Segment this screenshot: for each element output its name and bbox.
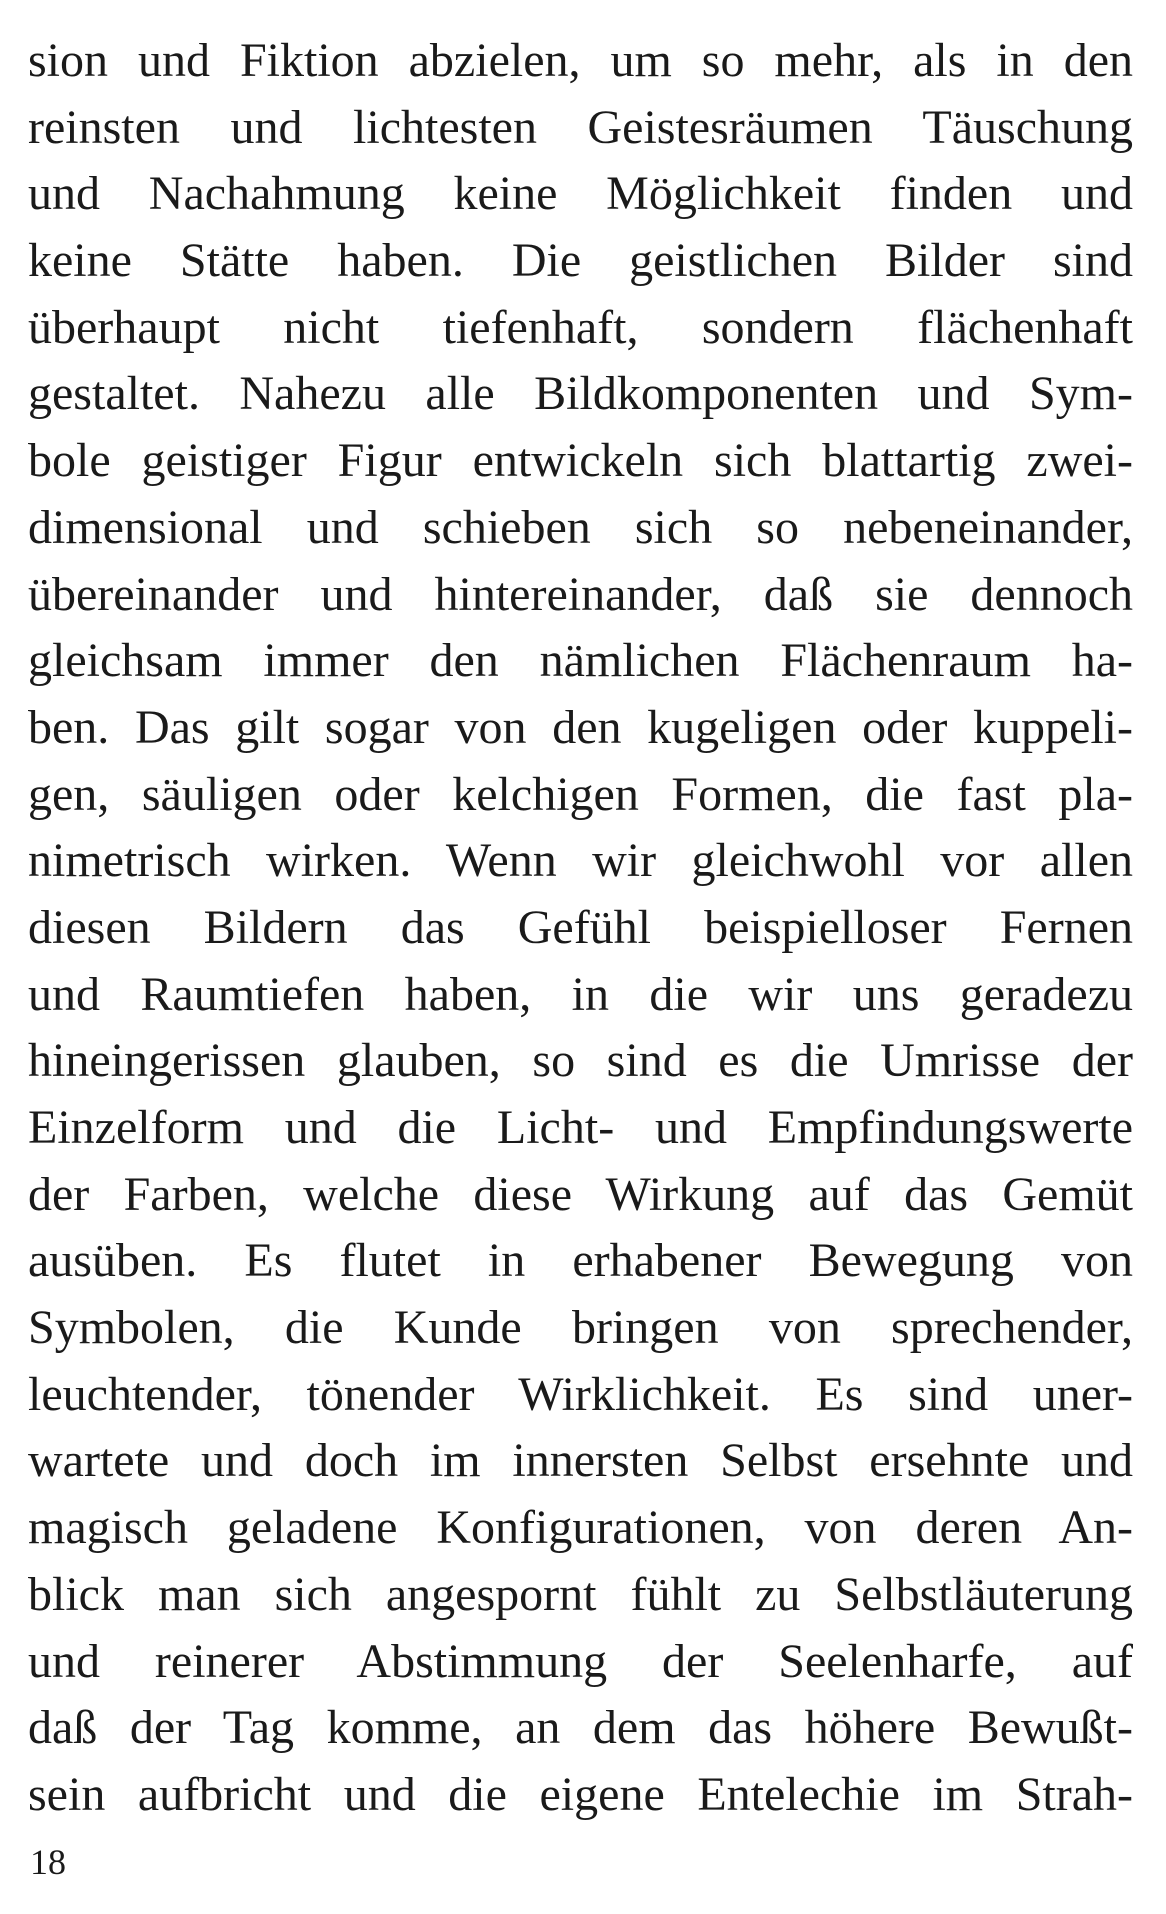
text-line: ben. Das gilt sogar von den kugeligen oder kuppeli- [28, 700, 1133, 754]
text-line: diesen Bildern das Gefühl beispielloser Fernen [28, 900, 1133, 954]
text-line: daß der Tag komme, an dem das höhere Bewußt- [28, 1701, 1133, 1755]
text-line: nimetrisch wirken. Wenn wir gleichwohl vor allen [28, 834, 1133, 888]
text-line: überhaupt nicht tiefenhaft, sondern flächenhaft [28, 300, 1133, 354]
text-line: hineingerissen glauben, so sind es die Umrisse der [28, 1034, 1133, 1088]
text-line: ausüben. Es flutet in erhabener Bewegung von [28, 1234, 1133, 1288]
text-line: der Farben, welche diese Wirkung auf das Gemüt [28, 1167, 1133, 1221]
text-line: blick man sich angespornt fühlt zu Selbstläuterung [28, 1567, 1133, 1621]
text-line: dimensional und schieben sich so nebeneinander, [28, 500, 1133, 554]
text-line: gleichsam immer den nämlichen Flächenraum ha- [28, 634, 1133, 688]
text-line: leuchtender, tönender Wirklichkeit. Es sind uner- [28, 1367, 1133, 1421]
text-line: gen, säuligen oder kelchigen Formen, die fast pla- [28, 767, 1133, 821]
text-line: magisch geladene Konfigurationen, von deren An- [28, 1501, 1133, 1555]
text-line: und Nachahmung keine Möglichkeit finden und [28, 167, 1133, 221]
text-line: übereinander und hintereinander, daß sie dennoch [28, 567, 1133, 621]
text-line: Einzelform und die Licht- und Empfindungswerte [28, 1101, 1133, 1154]
body-text [28, 28, 1133, 1829]
text-line: gestaltet. Nahezu alle Bildkomponenten und Sym- [28, 367, 1133, 421]
text-line: und Raumtiefen haben, in die wir uns geradezu [28, 967, 1133, 1021]
text-line: Symbolen, die Kunde bringen von sprechender, [28, 1301, 1133, 1355]
text-line: wartete und doch im innersten Selbst ersehnte und [28, 1434, 1133, 1488]
page-number: 18 [30, 1842, 66, 1882]
text-line: reinsten und lichtesten Geistesräumen Täuschung [28, 100, 1133, 154]
text-line: sein aufbricht und die eigene Entelechie im Strah- [28, 1767, 1133, 1821]
text-line: sion und Fiktion abzielen, um so mehr, als in den [28, 34, 1133, 87]
text-line: bole geistiger Figur entwickeln sich blattartig zwei- [28, 434, 1133, 488]
text-line: keine Stätte haben. Die geistlichen Bilder sind [28, 234, 1133, 288]
text-line: und reinerer Abstimmung der Seelenharfe, auf [28, 1634, 1133, 1688]
